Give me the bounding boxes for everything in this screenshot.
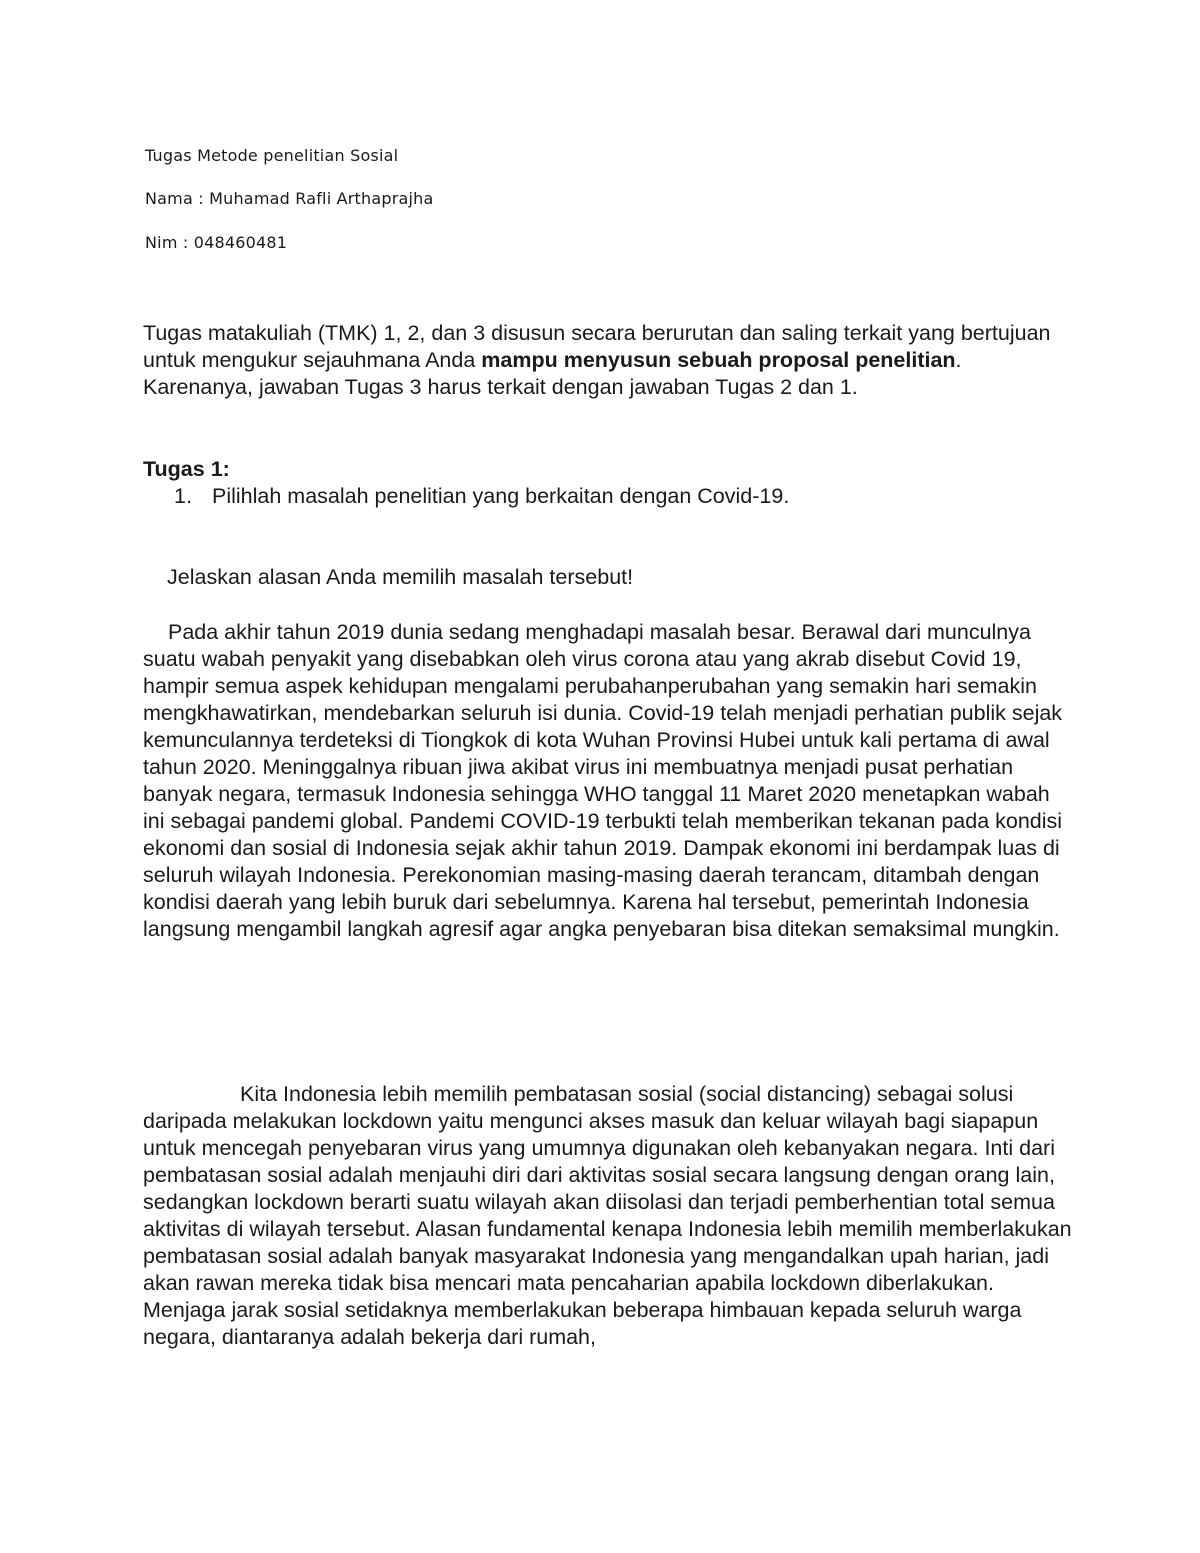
student-name: Nama : Muhamad Rafli Arthaprajha <box>145 189 434 208</box>
list-number: 1. <box>174 484 192 508</box>
intro-paragraph <box>143 320 1073 401</box>
intro-text-start: Tugas matakuliah (TMK) 1, 2, dan 3 disusun secara berurutan dan saling terkait yang bertujuan untuk mengukur sejauhmana Anda <box>143 321 1051 372</box>
student-nim: Nim : 048460481 <box>145 233 288 252</box>
list-item-text: Pilihlah masalah penelitian yang berkaitan dengan Covid-19. <box>212 484 790 508</box>
answer-paragraph-2: Kita Indonesia lebih memilih pembatasan sosial (social distancing) sebagai solusi daripada melakukan lockdown yaitu mengunci akses masuk dan keluar wilayah bagi siapapun untuk mencegah penyebaran virus yang umumnya digunakan oleh kebanyakan negara. Inti dari pembatasan sosial adalah menjauhi diri dari aktivitas sosial secara langsung dengan orang lain, sedangkan lockdown berarti suatu wilayah akan diisolasi dan terjadi pemberhentian total semua aktivitas di wilayah tersebut. Alasan fundamental kenapa Indonesia lebih memilih memberlakukan pembatasan sosial adalah banyak masyarakat Indonesia yang mengandalkan upah harian, jadi akan rawan mereka tidak bisa mencari mata pencaharian apabila lockdown diberlakukan. Menjaga jarak sosial setidaknya memberlakukan beberapa himbauan kepada seluruh warga negara, diantaranya adalah bekerja dari rumah, <box>143 1082 1072 1349</box>
task1-heading: Tugas 1: <box>143 457 230 481</box>
task-title: Tugas Metode penelitian Sosial <box>145 146 399 165</box>
task1-list-item <box>174 484 789 509</box>
intro-text-end: . Karenanya, jawaban Tugas 3 harus terkait dengan jawaban Tugas 2 dan 1. <box>143 348 962 399</box>
answer-paragraph-1: Pada akhir tahun 2019 dunia sedang menghadapi masalah besar. Berawal dari munculnya suatu wabah penyakit yang disebabkan oleh virus corona atau yang akrab disebut Covid 19, hampir semua aspek kehidupan mengalami perubahanperubahan yang semakin hari semakin mengkhawatirkan, mendebarkan seluruh isi dunia. Covid-19 telah menjadi perhatian publik sejak kemunculannya terdeteksi di Tiongkok di kota Wuhan Provinsi Hubei untuk kali pertama di awal tahun 2020. Meninggalnya ribuan jiwa akibat virus ini membuatnya menjadi pusat perhatian banyak negara, termasuk Indonesia sehingga WHO tanggal 11 Maret 2020 menetapkan wabah ini sebagai pandemi global. Pandemi COVID-19 terbukti telah memberikan tekanan pada kondisi ekonomi dan sosial di Indonesia sejak akhir tahun 2019. Dampak ekonomi ini berdampak luas di seluruh wilayah Indonesia. Perekonomian masing-masing daerah terancam, ditambah dengan kondisi daerah yang lebih buruk dari sebelumnya. Karena hal tersebut, pemerintah Indonesia langsung mengambil langkah agresif agar angka penyebaran bisa ditekan semaksimal mungkin. <box>143 620 1063 941</box>
explain-prompt: Jelaskan alasan Anda memilih masalah tersebut! <box>167 565 634 589</box>
intro-bold-text: mampu menyusun sebuah proposal penelitian <box>481 348 956 372</box>
